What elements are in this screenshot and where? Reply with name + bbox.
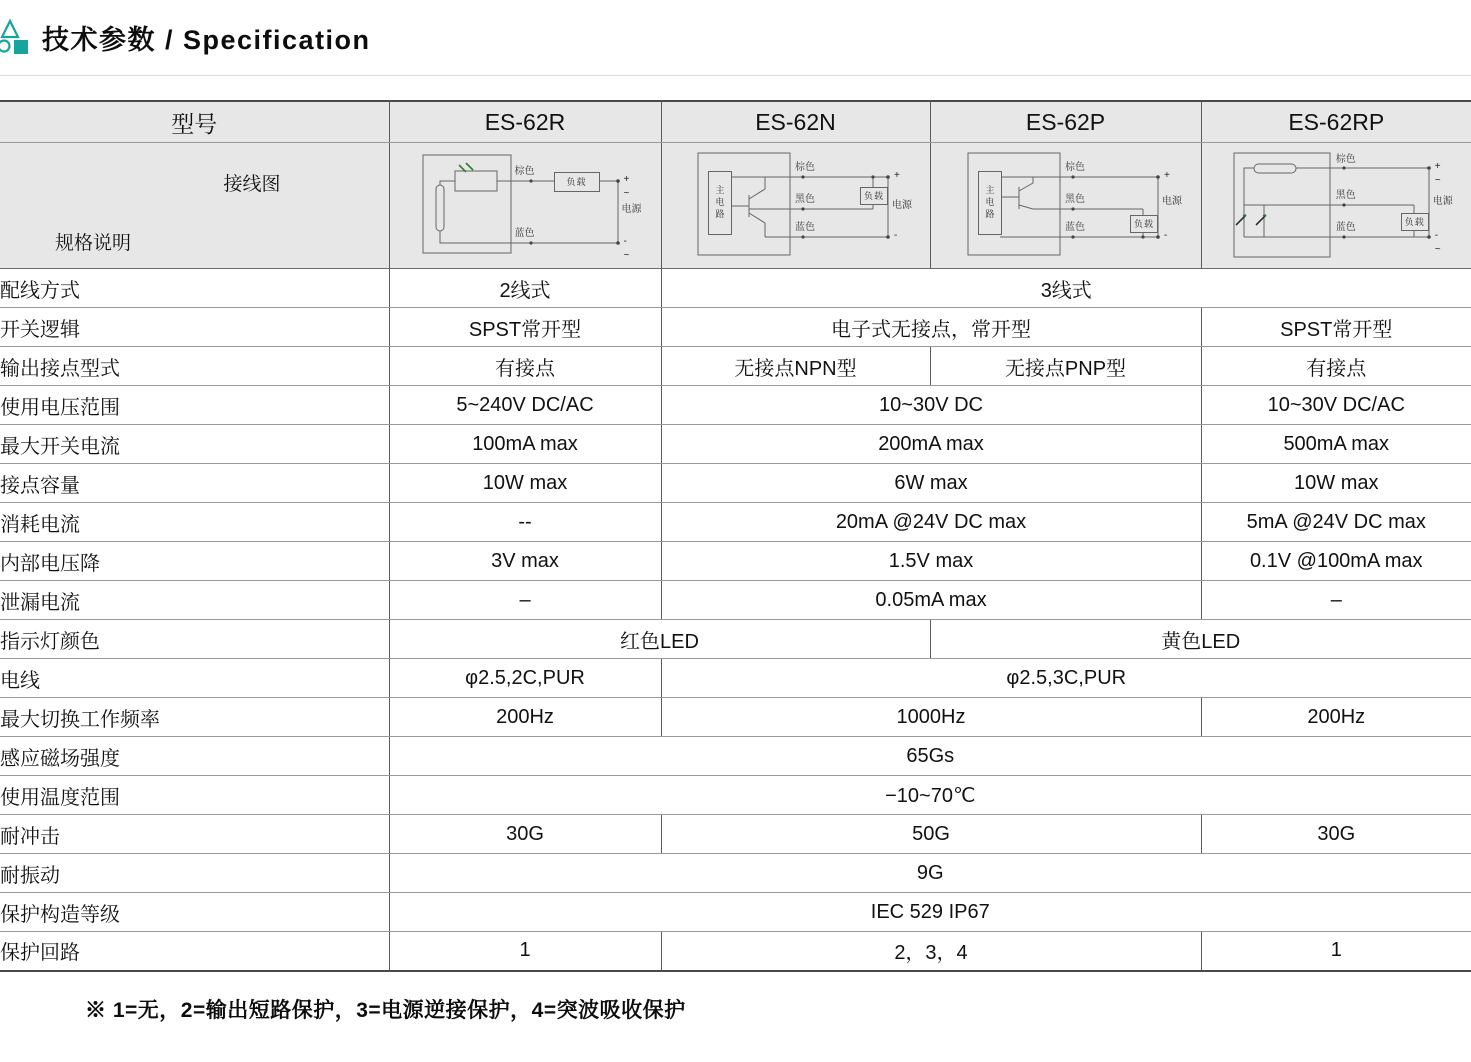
load-box: 负载 (1401, 213, 1429, 231)
spec-cell: SPST常开型 (389, 308, 661, 347)
spec-cell: – (1201, 581, 1471, 620)
ac-symbol: ~ (1434, 174, 1441, 186)
spec-cell: φ2.5,2C,PUR (389, 659, 661, 698)
row-label: 使用温度范围 (0, 776, 389, 815)
table-row (0, 386, 1471, 425)
spec-cell: φ2.5,3C,PUR (661, 659, 1471, 698)
divider (0, 75, 1471, 76)
main-circuit-box: 主电路 (978, 171, 1002, 235)
spec-cell: 1.5V max (661, 542, 1201, 581)
wiring-diagram-es-62p-cell (930, 143, 1201, 269)
plus-symbol: + (1164, 169, 1170, 181)
table-row (0, 932, 1471, 971)
spec-cell: −10~70℃ (389, 776, 1471, 815)
wire-brown-label: 棕色 (514, 165, 535, 177)
table-row (0, 269, 1471, 308)
corner-wiring-label: 接线图 (223, 174, 281, 195)
spec-cell: 3V max (389, 542, 661, 581)
wire-brown-label: 棕色 (1335, 153, 1356, 165)
spec-cell: 30G (1201, 815, 1471, 854)
spec-cell: 10~30V DC/AC (1201, 386, 1471, 425)
model-es-62p: ES-62P (930, 101, 1201, 143)
brand-shapes-icon (0, 17, 34, 57)
row-label: 耐振动 (0, 854, 389, 893)
wiring-diagram-es-62rp (1214, 147, 1459, 265)
spec-cell: 2线式 (389, 269, 661, 308)
wiring-diagram-es-62rp-cell (1201, 143, 1471, 269)
wiring-diagram-es-62r-cell (389, 143, 661, 269)
row-label: 泄漏电流 (0, 581, 389, 620)
spec-cell: 电子式无接点，常开型 (661, 308, 1201, 347)
spec-cell: 10~30V DC (661, 386, 1201, 425)
ac-symbol: ~ (623, 187, 630, 199)
load-box: 负载 (860, 187, 888, 205)
table-row (0, 581, 1471, 620)
wire-black-label: 黑色 (795, 193, 815, 205)
model-header-cell: 型号 (0, 101, 389, 143)
row-label: 内部电压降 (0, 542, 389, 581)
power-label: 电源 (1162, 195, 1182, 207)
spec-cell: 有接点 (1201, 347, 1471, 386)
wire-blue-label: 蓝色 (1335, 221, 1356, 233)
plus-symbol: + (623, 173, 630, 185)
spec-cell: 200mA max (661, 425, 1201, 464)
spec-cell: 2，3，4 (661, 932, 1201, 971)
power-label: 电源 (1432, 195, 1453, 207)
power-label: 电源 (892, 199, 912, 211)
table-row (0, 425, 1471, 464)
table-row (0, 776, 1471, 815)
spec-cell: 1 (1201, 932, 1471, 971)
ac-symbol: ~ (623, 249, 630, 261)
model-es-62r: ES-62R (389, 101, 661, 143)
row-label: 最大切换工作频率 (0, 698, 389, 737)
page-title: 技术参数 / Specification (42, 24, 371, 55)
table-row (0, 347, 1471, 386)
spec-cell: 5mA @24V DC max (1201, 503, 1471, 542)
footnote: ※ 1=无，2=输出短路保护，3=电源逆接保护，4=突波吸收保护 (85, 999, 686, 1022)
spec-cell: 200Hz (389, 698, 661, 737)
model-es-62rp: ES-62RP (1201, 101, 1471, 143)
spec-cell: 200Hz (1201, 698, 1471, 737)
wiring-diagram-es-62p (943, 147, 1188, 265)
table-row (0, 893, 1471, 932)
main-circuit-box: 主电路 (708, 171, 732, 235)
wiring-diagram-es-62n (673, 147, 918, 265)
wire-brown-label: 棕色 (1065, 161, 1085, 173)
table-row (0, 737, 1471, 776)
spec-cell: 65Gs (389, 737, 1471, 776)
table-row (0, 308, 1471, 347)
minus-symbol: - (894, 229, 898, 241)
table-row (0, 542, 1471, 581)
model-header-row (0, 101, 1471, 143)
ac-symbol: ~ (1434, 243, 1441, 255)
wiring-diagram-row (0, 143, 1471, 269)
minus-symbol: - (1434, 229, 1439, 241)
row-label: 接点容量 (0, 464, 389, 503)
model-es-62n: ES-62N (661, 101, 930, 143)
spec-cell: 30G (389, 815, 661, 854)
spec-cell: 500mA max (1201, 425, 1471, 464)
row-label: 感应磁场强度 (0, 737, 389, 776)
spec-cell: 1000Hz (661, 698, 1201, 737)
row-label: 配线方式 (0, 269, 389, 308)
spec-cell: 有接点 (389, 347, 661, 386)
table-row (0, 464, 1471, 503)
table-row (0, 815, 1471, 854)
spec-cell: SPST常开型 (1201, 308, 1471, 347)
row-label: 指示灯颜色 (0, 620, 389, 659)
spec-cell: 3线式 (661, 269, 1471, 308)
table-row (0, 659, 1471, 698)
row-label: 开关逻辑 (0, 308, 389, 347)
table-row (0, 620, 1471, 659)
spec-cell: 红色LED (389, 620, 930, 659)
spec-cell: 黄色LED (930, 620, 1471, 659)
row-label: 输出接点型式 (0, 347, 389, 386)
row-label: 耐冲击 (0, 815, 389, 854)
wire-black-label: 黑色 (1065, 193, 1085, 205)
wiring-diagram-es-62n-cell (661, 143, 930, 269)
row-label: 保护回路 (0, 932, 389, 971)
power-label: 电源 (621, 203, 642, 215)
spec-cell: 9G (389, 854, 1471, 893)
spec-cell: 20mA @24V DC max (661, 503, 1201, 542)
row-label: 消耗电流 (0, 503, 389, 542)
spec-cell: -- (389, 503, 661, 542)
spec-cell: 1 (389, 932, 661, 971)
table-row (0, 503, 1471, 542)
spec-cell: 6W max (661, 464, 1201, 503)
spec-cell: 50G (661, 815, 1201, 854)
row-label: 使用电压范围 (0, 386, 389, 425)
spec-cell: 100mA max (389, 425, 661, 464)
load-box: 负载 (554, 172, 600, 192)
wire-black-label: 黑色 (1335, 189, 1356, 201)
minus-symbol: - (623, 235, 627, 247)
row-label: 最大开关电流 (0, 425, 389, 464)
spec-cell: 0.05mA max (661, 581, 1201, 620)
corner-diagonal-cell (0, 143, 389, 269)
spec-table (0, 100, 1471, 972)
wire-brown-label: 棕色 (795, 161, 815, 173)
row-label: 保护构造等级 (0, 893, 389, 932)
wire-blue-label: 蓝色 (795, 221, 815, 233)
wire-blue-label: 蓝色 (1065, 221, 1085, 233)
plus-symbol: + (894, 169, 900, 181)
plus-symbol: + (1434, 160, 1441, 172)
table-row (0, 698, 1471, 737)
spec-cell: IEC 529 IP67 (389, 893, 1471, 932)
load-box: 负载 (1130, 215, 1158, 233)
spec-cell: 无接点NPN型 (661, 347, 930, 386)
minus-symbol: - (1164, 229, 1168, 241)
title-bar (0, 14, 371, 60)
spec-cell: 10W max (389, 464, 661, 503)
spec-cell: 5~240V DC/AC (389, 386, 661, 425)
spec-cell: 10W max (1201, 464, 1471, 503)
spec-cell: 0.1V @100mA max (1201, 542, 1471, 581)
corner-spec-label: 规格说明 (55, 233, 132, 254)
wiring-diagram-es-62r (403, 147, 648, 265)
spec-cell: 无接点PNP型 (930, 347, 1201, 386)
row-label: 电线 (0, 659, 389, 698)
spec-cell: – (389, 581, 661, 620)
wire-blue-label: 蓝色 (514, 227, 535, 239)
table-row (0, 854, 1471, 893)
